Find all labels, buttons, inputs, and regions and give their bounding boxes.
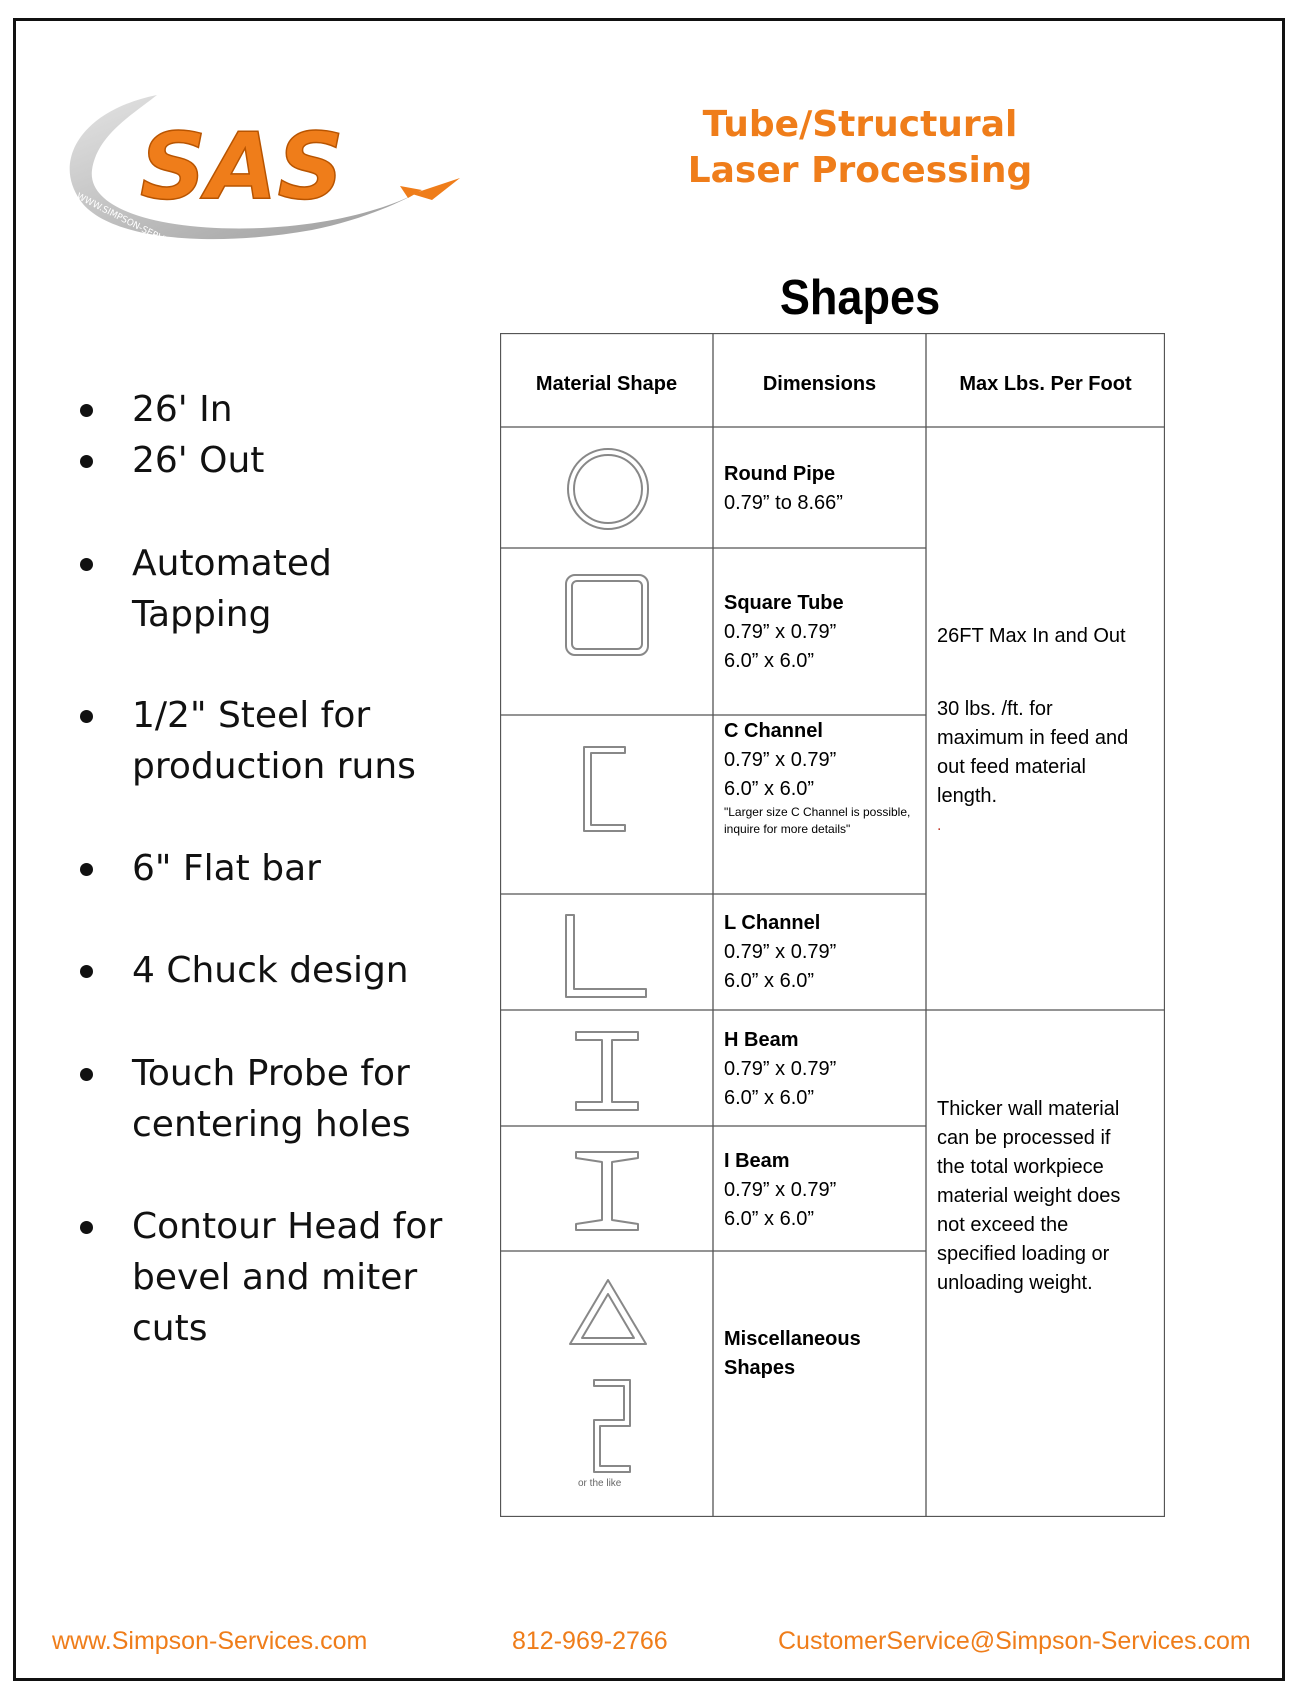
misc-shapes-icon [566,1276,650,1486]
i-beam-icon [572,1148,642,1234]
c-channel-icon [578,743,630,835]
logo-url: WWW.SIMPSON-SERVICES.COM [74,191,205,265]
round-pipe-icon [562,443,654,535]
max-lbs-group-1: 26FT Max In and Out 30 lbs. /ft. for maximum in feed and out feed material length. . [937,625,1129,834]
footer-email-link[interactable]: CustomerService@Simpson-Services.com [778,1627,1251,1655]
title-line1: Tube/Structural [702,104,1018,145]
row-h-beam: H Beam 0.79” x 0.79” 6.0” x 6.0” [724,1029,837,1109]
col-header-dimensions: Dimensions [762,373,877,395]
row-i-beam: I Beam 0.79” x 0.79” 6.0” x 6.0” [724,1150,837,1230]
col-header-shape: Material Shape [535,373,678,395]
h-beam-icon [572,1028,642,1114]
misc-icon-caption: or the like [578,1478,622,1489]
l-channel-icon [562,911,652,1001]
footer-website-link[interactable]: www.Simpson-Services.com [52,1627,368,1655]
title-line2: Laser Processing [687,150,1033,191]
row-round-pipe: Round Pipe 0.79” to 8.66” [724,463,843,514]
row-l-channel: L Channel 0.79” x 0.79” 6.0” x 6.0” [724,912,837,992]
square-tube-icon [562,571,652,661]
row-square-tube: Square Tube 0.79” x 0.79” 6.0” x 6.0” [724,592,844,672]
row-misc-shapes: Miscellaneous Shapes [724,1328,861,1379]
shapes-heading: Shapes [779,271,941,325]
row-c-channel: C Channel 0.79” x 0.79” 6.0” x 6.0” "Larger size C Channel is possible, inquire for more details" [724,717,924,838]
sas-logo [62,90,502,270]
page-title [640,102,1080,194]
shapes-table [500,333,1165,1517]
max-lbs-group-2: Thicker wall material can be processed if the total workpiece material weight does not exceed the specified loading or unloading weight. [937,1098,1121,1294]
logo-text: SAS [140,113,344,220]
c-channel-note: "Larger size C Channel is possible, inquire for more details" [724,805,911,836]
footer-phone[interactable]: 812-969-2766 [512,1627,668,1655]
col-header-max-lbs: Max Lbs. Per Foot [959,373,1132,395]
